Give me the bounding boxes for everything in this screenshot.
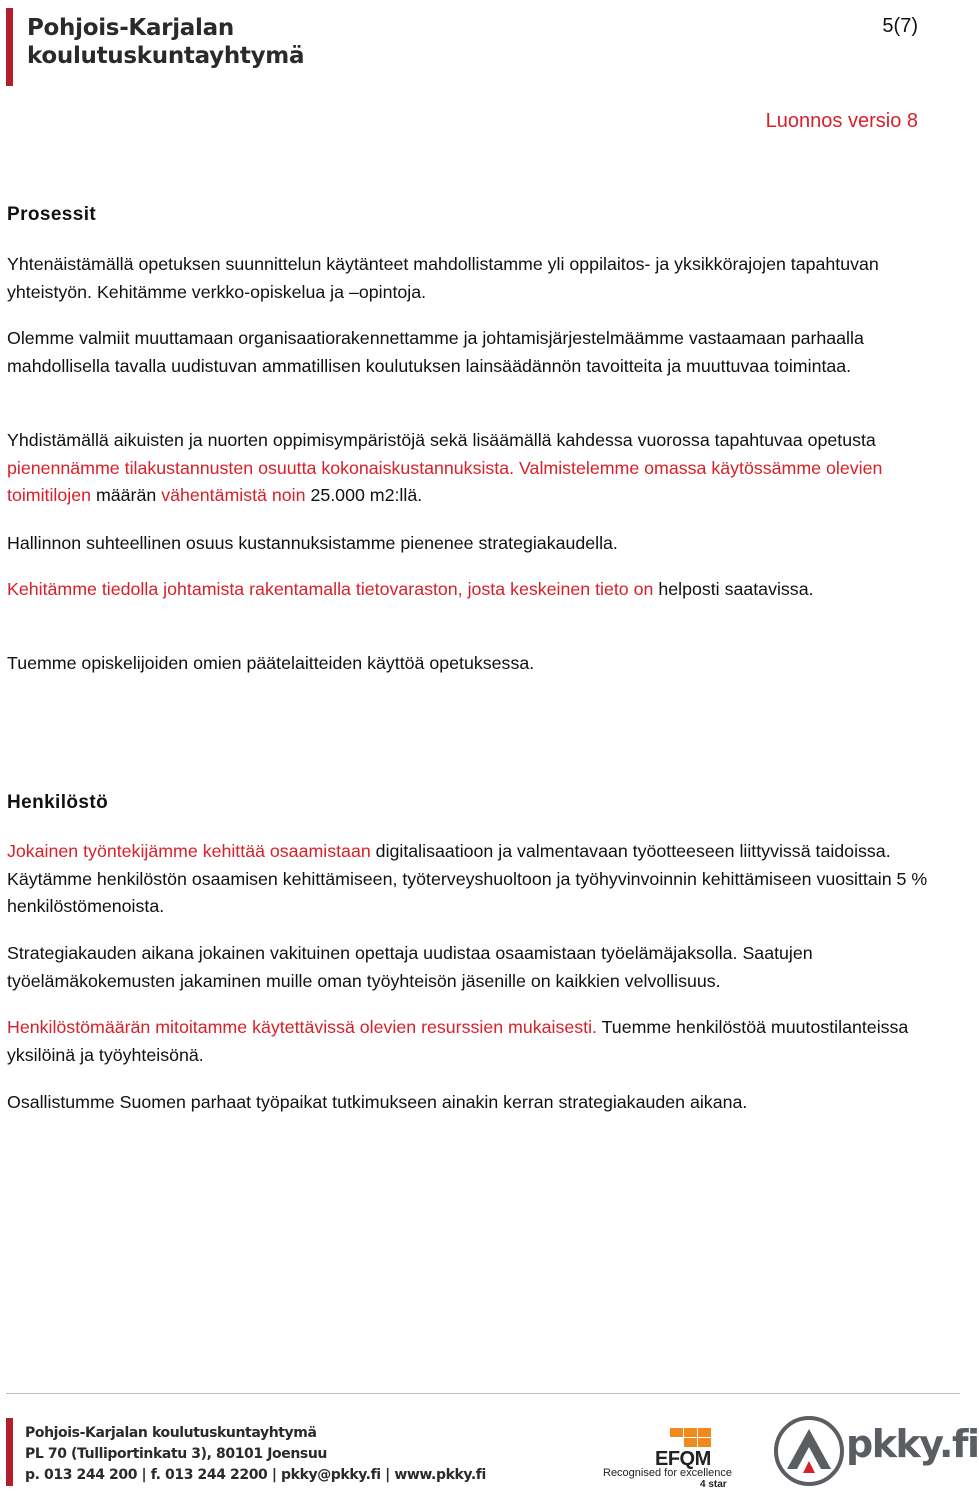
paragraph xyxy=(7,576,957,604)
footer-contacts: p. 013 244 200 | f. 013 244 2200 | pkky@pkky.fi | www.pkky.fi xyxy=(25,1467,486,1483)
text-run: määrän xyxy=(91,485,162,505)
org-line1: Pohjois-Karjalan xyxy=(27,15,234,41)
text-run: digitalisaatioon ja valmentavaan työotteeseen liittyvissä taidoissa. Käytämme henkilöstön osaamisen kehittämiseen, työterveyshuoltoon ja työhyvinvoinnin kehittämiseen vuosittain 5 % henkilöstömenoista. xyxy=(7,841,928,916)
paragraph xyxy=(7,1014,957,1069)
paragraph: Olemme valmiit muuttamaan organisaatiorakennettamme ja johtamisjärjestelmäämme vastaamaan parhaalla mahdollisella tavalla uudistuvan ammatillisen koulutuksen lainsäädännön tavoitteita ja muuttuvaa toimintaa. xyxy=(7,328,864,376)
efqm-subtitle: Recognised for excellence xyxy=(603,1467,733,1479)
highlighted-text: Kehitämme tiedolla johtamista rakentamalla tietovaraston, josta keskeinen tieto on xyxy=(7,579,654,599)
highlighted-text: vähentämistä noin xyxy=(161,485,306,505)
paragraph: Yhtenäistämällä opetuksen suunnittelun käytänteet mahdollistamme yli oppilaitos- ja yksikkörajojen tapahtuvan yhteistyön. Kehitämme verkko-opiskelua ja –opintoja. xyxy=(7,254,879,302)
paragraph: Tuemme opiskelijoiden omien päätelaitteiden käyttöä opetuksessa. xyxy=(7,653,535,673)
paragraph: Hallinnon suhteellinen osuus kustannuksistamme pienenee strategiakaudella. xyxy=(7,533,618,553)
text-run: 25.000 m2:llä. xyxy=(305,485,423,505)
brand-bar xyxy=(6,8,13,86)
section-heading-henkilosto: Henkilöstö xyxy=(7,792,109,813)
pkky-logo-icon xyxy=(773,1415,845,1487)
footer-org-name: Pohjois-Karjalan koulutuskuntayhtymä xyxy=(25,1425,317,1441)
footer-brand-bar xyxy=(6,1418,13,1486)
footer-divider xyxy=(6,1393,960,1394)
org-line2: koulutuskuntayhtymä xyxy=(27,43,305,69)
paragraph xyxy=(7,427,957,510)
highlighted-text: pienennämme tilakustannusten osuutta kokonaiskustannuksista. Valmistelemme omassa käytössämme olevien toimitilojen xyxy=(7,457,883,505)
text-run: helposti saatavissa. xyxy=(653,579,814,599)
highlighted-text: Jokainen työntekijämme kehittää osaamistaan xyxy=(7,841,371,861)
draft-label: Luonnos versio 8 xyxy=(765,110,918,132)
paragraph xyxy=(7,838,957,921)
section-heading-prosessit: Prosessit xyxy=(7,204,97,225)
efqm-star-level: 4 star xyxy=(700,1479,727,1490)
page-number: 5(7) xyxy=(882,15,918,37)
org-logo-text xyxy=(27,14,304,70)
footer-address: PL 70 (Tulliportinkatu 3), 80101 Joensuu xyxy=(25,1446,327,1462)
footer-contact-block xyxy=(25,1423,486,1486)
efqm-wordmark: EFQM xyxy=(655,1448,711,1470)
highlighted-text: Henkilöstömäärän mitoitamme käytettävissä olevien resurssien mukaisesti. xyxy=(7,1017,597,1037)
paragraph: Strategiakauden aikana jokainen vakituinen opettaja uudistaa osaamistaan työelämäjaksolla. Saatujen työelämäkokemusten jakaminen muille oman työyhteisön jäsenille on kaikkien velvollisuus. xyxy=(7,943,813,991)
paragraph: Osallistumme Suomen parhaat työpaikat tutkimukseen ainakin kerran strategiakauden aikana. xyxy=(7,1092,748,1112)
text-run: Tuemme henkilöstöä muutostilanteissa yksilöinä ja työyhteisönä. xyxy=(7,1017,909,1065)
pkky-wordmark: pkky.fi xyxy=(846,1422,979,1466)
text-run: Yhdistämällä aikuisten ja nuorten oppimisympäristöjä sekä lisäämällä kahdessa vuorossa tapahtuvaa opetusta xyxy=(7,430,876,450)
